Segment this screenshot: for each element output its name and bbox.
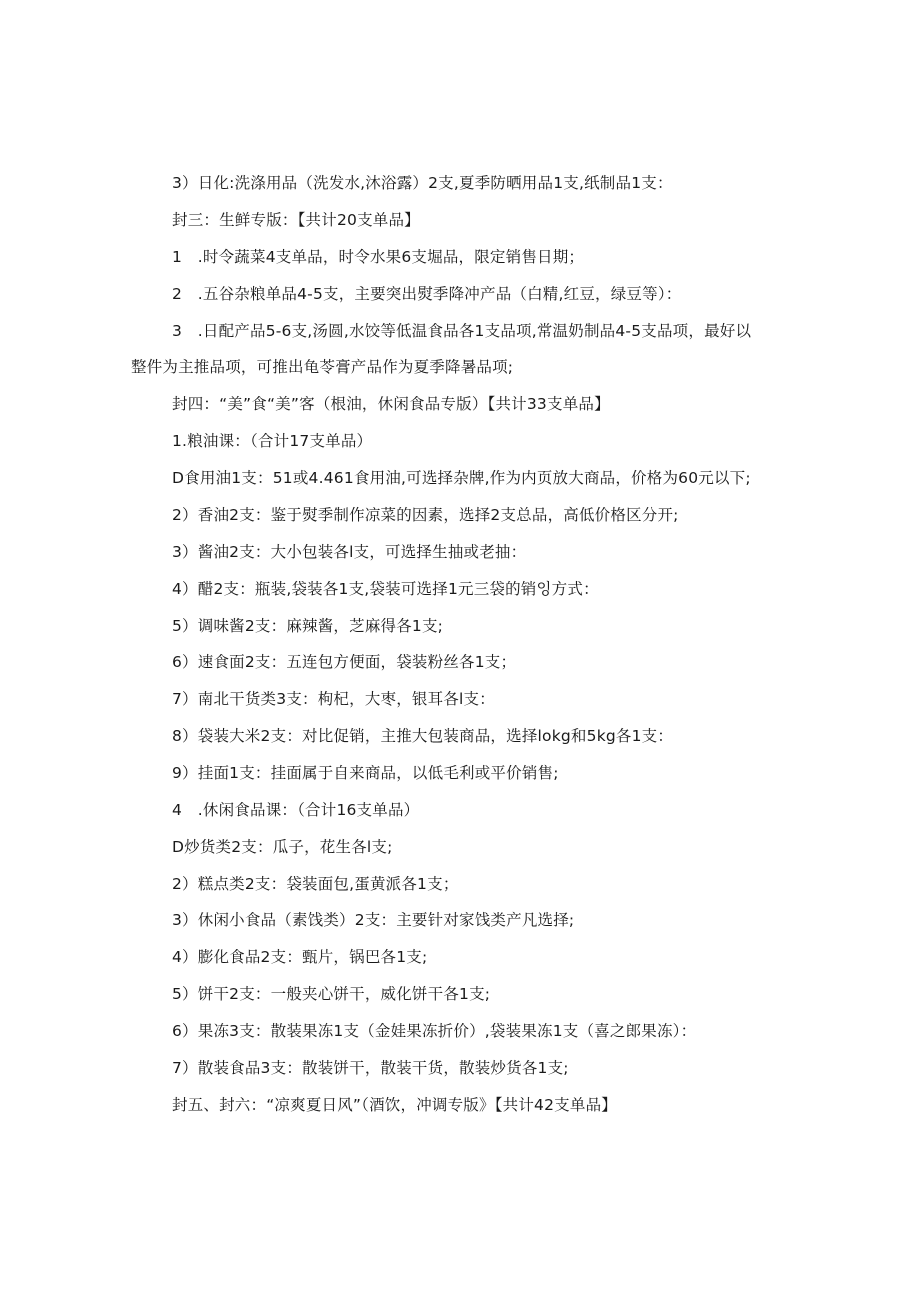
section-heading: 封五、封六：“凉爽夏日风”（酒饮，冲调专版》【共计42支单品】 — [172, 1096, 617, 1114]
section-heading: 封四：“美”食“美”客（根油，休闲食品专版）【共计33支单品】 — [172, 395, 610, 413]
subsection-heading: 1.粮油课：（合计17支单品） — [172, 432, 373, 450]
text-line: 5）调味酱2支：麻辣酱，芝麻得各1支; — [172, 617, 444, 635]
subsection-heading: 4 .休闲食品课：（合计16支单品） — [172, 801, 420, 819]
text-line: 4）醋2支：瓶装,袋装各1支,袋装可选择1元三袋的销잉方式： — [172, 580, 599, 598]
text-line: 7）南北干货类3支：枸杞，大枣，银耳各l支： — [172, 690, 495, 708]
text-line: 5）饼干2支：一般夹心饼干，威化饼干各1支; — [172, 985, 491, 1003]
text-line: 6）速食面2支：五连包方便面，袋装粉丝各1支； — [172, 653, 517, 671]
text-line: 7）散装食品3支：散装饼干，散装干货，散装炒货各1支; — [172, 1059, 569, 1077]
text-line: 3）休闲小食品（素饯类）2支：主要针对家饯类产凡选择; — [172, 911, 575, 929]
text-line: 6）果冻3支：散装果冻1支（金娃果冻折价）,袋装果冻1支（喜之郎果冻）： — [172, 1022, 697, 1040]
text-line: 4）膨化食品2支：甄片，锅巴各1支; — [172, 948, 428, 966]
text-line: 整件为主推品项，可推出龟苓膏产品作为夏季降暑品项; — [131, 358, 514, 376]
text-line: 9）挂面1支：挂面属于自来商品，以低毛利或平价销售; — [172, 764, 559, 782]
text-line: 1 .时令蔬菜4支单品，时令水果6支堀品，限定销售日期； — [172, 248, 585, 266]
text-line: 3 .日配产品5-6支,汤圆,水饺等低温食品各1支品项,常温奶制品4-5支品项，最好以 — [172, 322, 752, 340]
text-line: 3）日化:洗涤用品（洗发水,沐浴露）2支,夏季防晒用品1支,纸制品1支： — [172, 174, 673, 192]
section-heading: 封三：生鲜专版：【共计20支单品】 — [172, 211, 420, 229]
text-line: 3）酱油2支：大小包装各l支，可选择生抽或老抽： — [172, 543, 527, 561]
text-line: 2）糕点类2支：袋装面包,蛋黄派各1支； — [172, 875, 459, 893]
text-line: 8）袋装大米2支：对比促销，主推大包装商品，选择lokg和5kg各1支： — [172, 727, 674, 745]
text-line: 2）香油2支：鉴于熨季制作凉菜的因素，选择2支总品，高低价格区分开; — [172, 506, 679, 524]
text-line: D炒货类2支：瓜子，花生各l支; — [172, 838, 393, 856]
text-line: D食用油1支：51或4.461食用油,可选择杂牌,作为内页放大商品，价格为60元以下; — [172, 469, 751, 487]
text-line: 2 .五谷杂粮单品4-5支，主要突出熨季降冲产品（白精,红豆，绿豆等）： — [172, 285, 682, 303]
